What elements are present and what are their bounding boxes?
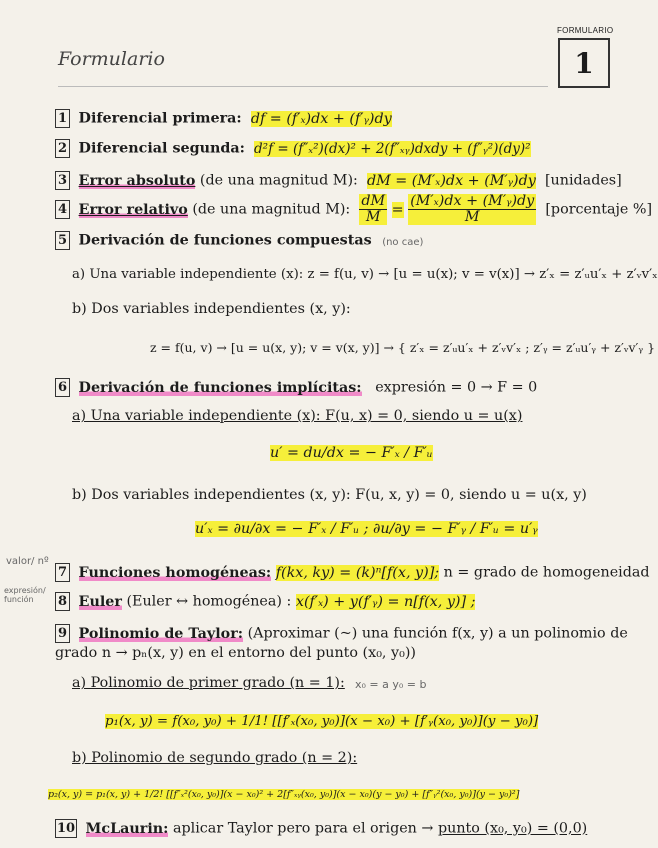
item-title: Funciones homogéneas: <box>78 564 272 581</box>
item-9 <box>55 624 628 643</box>
item-formula: x(f′ₓ) + y(f′ᵧ) = n[f(x, y)] ; <box>295 593 476 610</box>
title-divider <box>58 86 548 87</box>
item-1 <box>55 109 392 128</box>
item-5-b-formula: z = f(u, v) → [u = u(x, y); v = v(x, y)] → { z′ₓ = z′ᵤu′ₓ + z′ᵥv′ₓ ; z′ᵧ = z′ᵤu′ᵧ + z′ᵥv′ᵧ } <box>150 340 656 355</box>
handwritten-note: valor/ nº <box>6 556 49 567</box>
item-10 <box>55 819 587 838</box>
header-label: FORMULARIO <box>557 26 614 35</box>
item-6 <box>55 378 537 397</box>
item-title: Derivación de funciones compuestas <box>78 232 372 249</box>
item-6-b-formula: u′ₓ = ∂u/∂x = − F′ₓ / F′ᵤ ; ∂u/∂y = − F′ᵧ / F′ᵤ = u′ᵧ <box>195 521 538 537</box>
page-title: Formulario <box>58 48 165 70</box>
item-title: Derivación de funciones implícitas: <box>78 379 362 396</box>
item-formula: f(kx, ky) = (k)ⁿ[f(x, y)]; <box>275 564 440 581</box>
item-title: Diferencial primera: <box>78 110 242 127</box>
item-extra: aplicar Taylor pero para el origen → <box>172 820 434 837</box>
item-6-a: a) Una variable independiente (x): F(u, x) = 0, siendo u = u(x) <box>72 408 523 424</box>
item-number: 1 <box>55 109 70 128</box>
handwritten-note: x₀ = a y₀ = b <box>355 678 427 691</box>
handwritten-note: expresión/ función <box>4 586 46 604</box>
item-9-b: b) Polinomio de segundo grado (n = 2): <box>72 750 358 766</box>
item-6-a-formula: u′ = du/dx = − F′ₓ / F′ᵤ <box>270 445 433 461</box>
item-number: 4 <box>55 200 70 219</box>
item-title: McLaurin: <box>85 820 169 837</box>
item-6-b: b) Dos variables independientes (x, y): F(u, x, y) = 0, siendo u = u(x, y) <box>72 487 587 503</box>
item-number: 10 <box>56 821 76 836</box>
item-8 <box>55 592 475 611</box>
item-title: Error relativo <box>78 201 188 218</box>
item-number: 3 <box>55 171 70 190</box>
item-unit: [porcentaje %] <box>545 201 653 218</box>
item-formula: dM = (M′ₓ)dx + (M′ᵧ)dy <box>366 172 536 189</box>
handwritten-note: (no cae) <box>382 236 424 248</box>
item-number: 6 <box>55 378 70 397</box>
item-2 <box>55 139 531 158</box>
item-formula: d²f = (f″ₓ²)(dx)² + 2(f″ₓᵧ)dxdy + (f″ᵧ²)(dy)² <box>254 140 531 157</box>
item-title: Euler <box>78 593 122 610</box>
item-number: 9 <box>55 624 70 643</box>
item-extra: n = grado de homogeneidad <box>443 564 650 581</box>
item-number: 7 <box>55 563 70 582</box>
item-number: 5 <box>55 231 70 250</box>
item-9-b-formula: p₂(x, y) = p₁(x, y) + 1/2! [[f″ₓ²(x₀, y₀)](x − x₀)² + 2[f″ₓᵧ(x₀, y₀)](x − x₀)(y − y₀) + [f″ᵧ²(x₀, y₀)](y − y₀)²] <box>48 789 520 800</box>
item-unit: [unidades] <box>544 172 622 189</box>
item-7 <box>55 563 650 582</box>
item-4: 4 Error relativo (de una magnitud M): $\frac{dM}{M}$ = $\frac{\text{(M′ₓ)dx + (M′ᵧ)dy}}{M}$ [porcentaje %] <box>55 194 652 225</box>
item-desc: (de una magnitud M): <box>199 172 358 189</box>
item-extra: expresión = 0 → F = 0 <box>375 379 538 396</box>
item-title: Polinomio de Taylor: <box>78 625 244 642</box>
item-number: 8 <box>55 592 70 611</box>
item-title: Error absoluto <box>78 172 196 189</box>
item-5-b: b) Dos variables independientes (x, y): <box>72 301 351 317</box>
item-number: 2 <box>55 139 70 158</box>
rhs-fraction: $\frac{\text{(M′ₓ)dx + (M′ᵧ)dy}}{M}$ <box>410 193 535 225</box>
item-5 <box>55 231 423 252</box>
item-formula: punto (x₀, y₀) = (0,0) <box>437 820 588 837</box>
item-desc: (de una magnitud M): <box>192 201 351 218</box>
item-extra: (Aproximar (~) una función f(x, y) a un polinomio de <box>247 625 628 642</box>
item-9-a-formula: p₁(x, y) = f(x₀, y₀) + 1/1! [[f′ₓ(x₀, y₀)](x − x₀) + [f′ᵧ(x₀, y₀)](y − y₀)] <box>105 714 539 729</box>
item-5-a: a) Una variable independiente (x): z = f(u, v) → [u = u(x); v = v(x)] → z′ₓ = z′ᵤu′ₓ + z′ᵥv′ₓ <box>72 267 658 282</box>
item-9-a: a) Polinomio de primer grado (n = 1): <box>72 675 345 691</box>
item-9-line2: grado n → pₙ(x, y) en el entorno del punto (x₀, y₀)) <box>55 645 416 661</box>
page-number: 1 <box>558 38 610 88</box>
item-title: Diferencial segunda: <box>78 140 245 157</box>
item-extra: (Euler ↔ homogénea) : <box>126 593 292 610</box>
item-formula: df = (f′ₓ)dx + (f′ᵧ)dy <box>250 110 392 127</box>
lhs-fraction: $\frac{dM}{M}$ <box>361 193 386 225</box>
item-3 <box>55 171 622 190</box>
